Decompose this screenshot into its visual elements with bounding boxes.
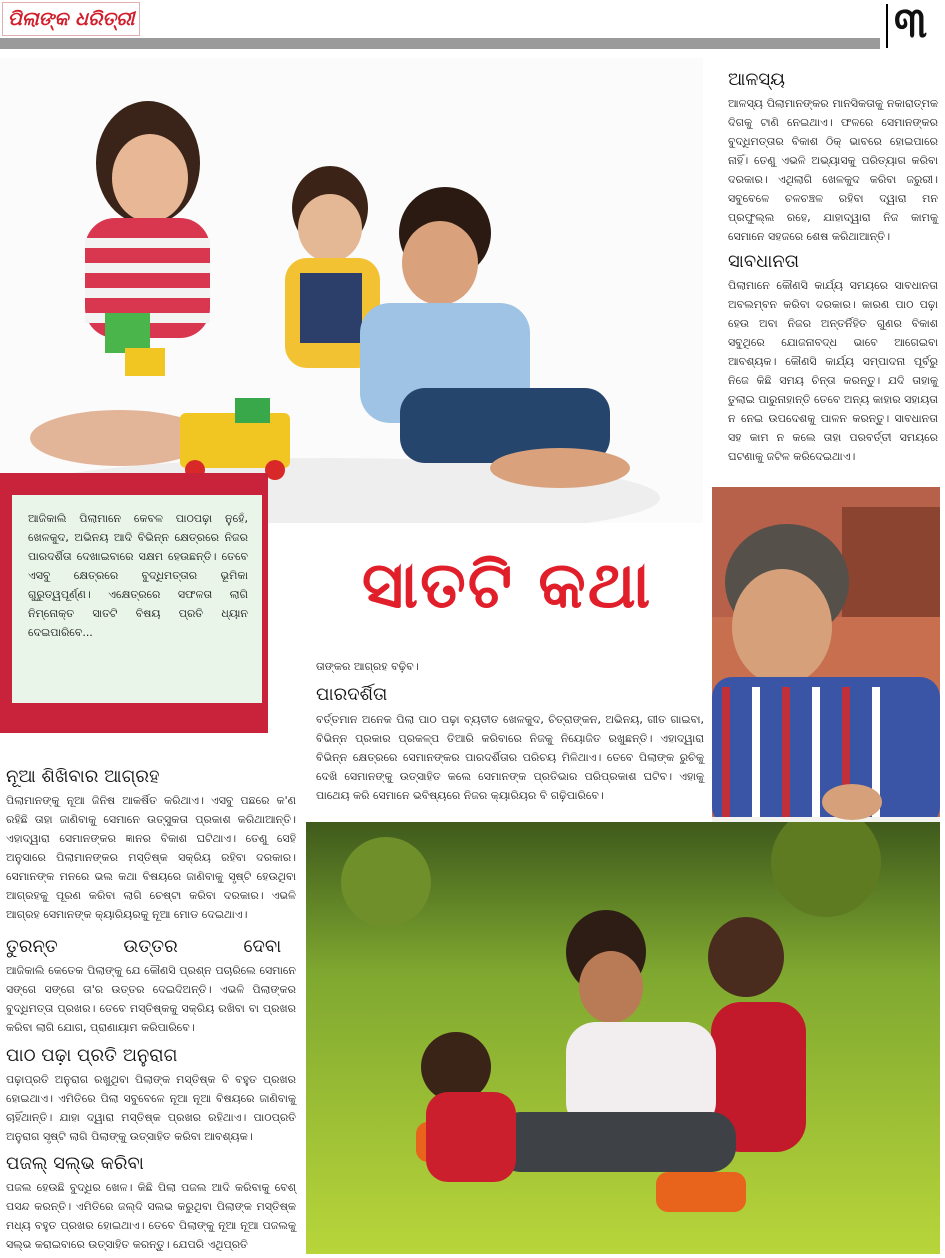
heading-turanta xyxy=(6,935,296,959)
heading-pajal: ପଜଲ୍ ସଲ୍‌ଭ କରିବା xyxy=(6,1153,144,1174)
body-alasya: ଆଳସ୍ୟ ପିଲାମାନଙ୍କର ମାନସିକତାକୁ ନକାରାତ୍ମକ ଦିଗକୁ ଟାଣି ନେଇଥାଏ। ଫଳରେ ସେମାନଙ୍କର ବୁଦ୍ଧିମତ୍ତାର ବିକାଶ ଠିକ୍ ଭାବରେ ହୋଇପାରେ ନାହିଁ। ତେଣୁ ଏଭଳି ଅଭ୍ୟାସକୁ ପରିତ୍ୟାଗ କରିବା ଦରକାର। ଏଥିଲାଗି ଖେଳକୁଦ କରିବା ଜରୁରୀ। ସବୁବେଳେ ଚଳଚଞ୍ଚଳ ରହିବା ଦ୍ୱାରା ମନ ପ୍ରଫୁଲ୍ଲ ରହେ, ଯାହାଦ୍ୱାରା ନିଜ କାମକୁ ସେମାନେ ସହଜରେ ଶେଷ କରିଥାଆନ୍ତି। xyxy=(728,97,938,243)
body-paradarshita: ବର୍ତ୍ତମାନ ଅନେକ ପିଲା ପାଠ ପଢ଼ା ବ୍ୟତୀତ ଖେଳକୁଦ, ଚିତ୍ରାଙ୍କନ, ଅଭିନୟ, ଗୀତ ଗାଇବା, ବିଭିନ୍ନ ପ୍ରକାର ପ୍ରକଳ୍ପ ତିଆରି କରିବାରେ ନିଜକୁ ନିୟୋଜିତ ରଖୁଛନ୍ତି। ଏହାଦ୍ୱାରା ବିଭିନ୍ନ କ୍ଷେତ୍ରରେ ସେମାନଙ୍କର ପାରଦର୍ଶିତାର ପରିଚୟ ମିଳିଥାଏ। ତେବେ ପିଲାଙ୍କ ରୁଚିକୁ ଦେଖି ସେମାନଙ୍କୁ ଉତ୍ସାହିତ କଲେ ସେମାନଙ୍କ ପ୍ରତିଭାର ପରିପ୍ରକାଶ ଘଟିବ। ଏହାକୁ ପାଥେୟ କରି ସେମାନେ ଭବିଷ୍ୟରେ ନିଜର କ୍ୟାରିୟର ବି ଗଢ଼ିପାରିବେ। xyxy=(316,713,704,802)
intro-box xyxy=(12,495,262,703)
masthead-logo xyxy=(2,2,140,36)
body-turanta: ଆଜିକାଲି କେତେକ ପିଲାଙ୍କୁ ଯେ କୌଣସି ପ୍ରଶ୍ନ ପଚାରିଲେ ସେମାନେ ସଙ୍ଗେ ସଙ୍ଗେ ତା'ର ଉତ୍ତର ଦେଇଦିଅନ୍ତି। ଏଭଳି ପିଲାଙ୍କର ବୁଦ୍ଧିମତ୍ତା ପ୍ରଖର। ତେବେ ମସ୍ତିଷ୍କକୁ ସକ୍ରିୟ ରଖିବା ବା ପ୍ରଖର କରିବା ଲାଗି ଯୋଗ, ପ୍ରାଣାୟାମ କରିପାରିବେ। xyxy=(6,964,296,1034)
masthead-bar xyxy=(0,38,880,49)
heading-nua-sikhiba: ନୂଆ ଶିଖିବାର ଆଗ୍ରହ xyxy=(6,766,160,787)
body-nua-sikhiba: ପିଲାମାନଙ୍କୁ ନୂଆ ଜିନିଷ ଆକର୍ଷିତ କରିଥାଏ। ଏସବୁ ପଛରେ କ'ଣ ରହିଛି ତାହା ଜାଣିବାକୁ ସେମାନେ ଉତ୍ସୁକତା ପ୍ରକାଶ କରିଥାଆନ୍ତି। ଏହାଦ୍ୱାରା ସେମାନଙ୍କର ଜ୍ଞାନର ବିକାଶ ଘଟିଥାଏ। ତେଣୁ ସେହି ଅନୁସାରେ ପିଲାମାନଙ୍କର ମସ୍ତିଷ୍କ ସକ୍ରିୟ ରହିବା ଦରକାର। ସେମାନଙ୍କ ମନରେ ଭଲ କଥା ବିଷୟରେ ଜାଣିବାକୁ ସୃଷ୍ଟି ହେଉଥିବା ଆଗ୍ରହକୁ ପୂରଣ କରିବା ଲାଗି ଚେଷ୍ଟା କରିବା ଦରକାର। ଏଭଳି ଆଗ୍ରହ ସେମାନଙ୍କ କ୍ୟାରିୟରକୁ ନୂଆ ମୋଡ ଦେଇଥାଏ। xyxy=(6,794,296,921)
body-pajal: ପଜଲ ହେଉଛି ବୁଦ୍ଧିର ଖେଳ। କିଛି ପିଲା ପଜଲ ଆଦି କରିବାକୁ ବେଶ୍ ପସନ୍ଦ କରନ୍ତି। ଏମିତିରେ ଜଲ୍‌ଦି ସଲଭ କରୁଥିବା ପିଲାଙ୍କ ମସ୍ତିଷ୍କ ମଧ୍ୟ ବହୁତ ପ୍ରଖର ହୋଇଥାଏ। ତେବେ ପିଲାଙ୍କୁ ନୂଆ ନୂଆ ପଜଲକୁ ସଲ୍‌ଭ କରାଇବାରେ ଉତ୍ସାହିତ କରନ୍ତୁ। ଯେପରି ଏଥିପ୍ରତି xyxy=(6,1181,296,1251)
article-title: ସାତଟି କଥା xyxy=(361,549,653,623)
photo-park xyxy=(306,822,940,1254)
heading-patha-padha: ପାଠ ପଢ଼ା ପ୍ରତି ଅନୁରାଗ xyxy=(6,1045,178,1066)
intro-text: ଆଜିକାଲି ପିଲାମାନେ କେବଳ ପାଠପଢ଼ା ନୁହେଁ, ଖେଳକୁଦ, ଅଭିନୟ ଆଦି ବିଭିନ୍ନ କ୍ଷେତ୍ରରେ ନିଜର ପାରଦର୍ଶିତା ଦେଖାଇବାରେ ସକ୍ଷମ ହେଉଛନ୍ତି। ତେବେ ଏସବୁ କ୍ଷେତ୍ରରେ ବୁଦ୍ଧିମତ୍ତାର ଭୂମିକା ଗୁରୁତ୍ୱପୂର୍ଣ୍ଣ। ଏକ୍ଷେତ୍ରରେ ସଫଳତା ଲାଗି ନିମ୍ନୋକ୍ତ ସାତଟି ବିଷୟ ପ୍ରତି ଧ୍ୟାନ ଦେଇପାରିବେ... xyxy=(28,512,248,639)
transition-text: ତାଙ୍କର ଆଗ୍ରହ ବଢ଼ିବ। xyxy=(316,660,419,673)
heading-turanta-text: ତୁରନ୍ତ ଉତ୍ତର ଦେବା xyxy=(6,936,282,957)
photo-children-blocks xyxy=(0,58,703,523)
heading-paradarshita: ପାରଦର୍ଶିତା xyxy=(316,684,388,705)
body-sabadhanata: ପିଲାମାନେ କୌଣସି କାର୍ଯ୍ୟ ସମୟରେ ସାବଧାନତା ଅବଲମ୍ବନ କରିବା ଦରକାର। କାରଣ ପାଠ ପଢ଼ା ହେଉ ଅବା ନିଜର ଅନ୍ତର୍ନିହିତ ଗୁଣର ବିକାଶ ସବୁଥିରେ ଯୋଜନାବଦ୍ଧ ଭାବେ ଆଗେଇବା ଆବଶ୍ୟକ। କୌଣସି କାର୍ଯ୍ୟ ସମ୍ପାଦନା ପୂର୍ବରୁ ନିଜେ କିଛି ସମୟ ଚିନ୍ତା କରନ୍ତୁ। ଯଦି ତାହାକୁ ତୁଲାଇ ପାରୁନାହାନ୍ତି ତେବେ ଅନ୍ୟ କାହାର ସହାୟତା ନ ନେଇ ଉପଦେଶକୁ ପାଳନ କରନ୍ତୁ। ସାବଧାନତା ସହ କାମ ନ କଲେ ତାହା ପରବର୍ତ୍ତୀ ସମୟରେ ଘଟଣାକୁ ଜଟିଳ କରିଦେଇଥାଏ। xyxy=(728,279,939,463)
children-playing-blocks-icon xyxy=(0,58,703,523)
page-number: ୩ xyxy=(894,0,928,47)
masthead-logo-text: ପିଲାଙ୍କ ଧରିତ୍ରୀ xyxy=(7,8,135,30)
masthead xyxy=(0,0,945,50)
masthead-divider xyxy=(886,4,888,48)
heading-alasya: ଆଳସ୍ୟ xyxy=(728,69,786,90)
heading-sabadhanata: ସାବଧାନତା xyxy=(728,251,800,272)
children-playing-park-icon xyxy=(306,822,940,1254)
body-patha-padha: ପଢ଼ାପ୍ରତି ଅନୁରାଗ ରଖୁଥିବା ପିଲାଙ୍କ ମସ୍ତିଷ୍କ ବି ବହୁତ ପ୍ରଖର ହୋଇଥାଏ। ଏମିତିରେ ପିଲା ସବୁବେଳେ ନୂଆ ନୂଆ ବିଷୟରେ ଜାଣିବାକୁ ଚାହିଁଥାନ୍ତି। ଯାହା ଦ୍ୱାରା ମସ୍ତିଷ୍କ ପ୍ରଖର ରହିଥାଏ। ପାଠପ୍ରତି ଅନୁରାଗ ସୃଷ୍ଟି ଲାଗି ପିଲାଙ୍କୁ ଉତ୍ସାହିତ କରିବା ଆବଶ୍ୟକ। xyxy=(6,1073,296,1143)
